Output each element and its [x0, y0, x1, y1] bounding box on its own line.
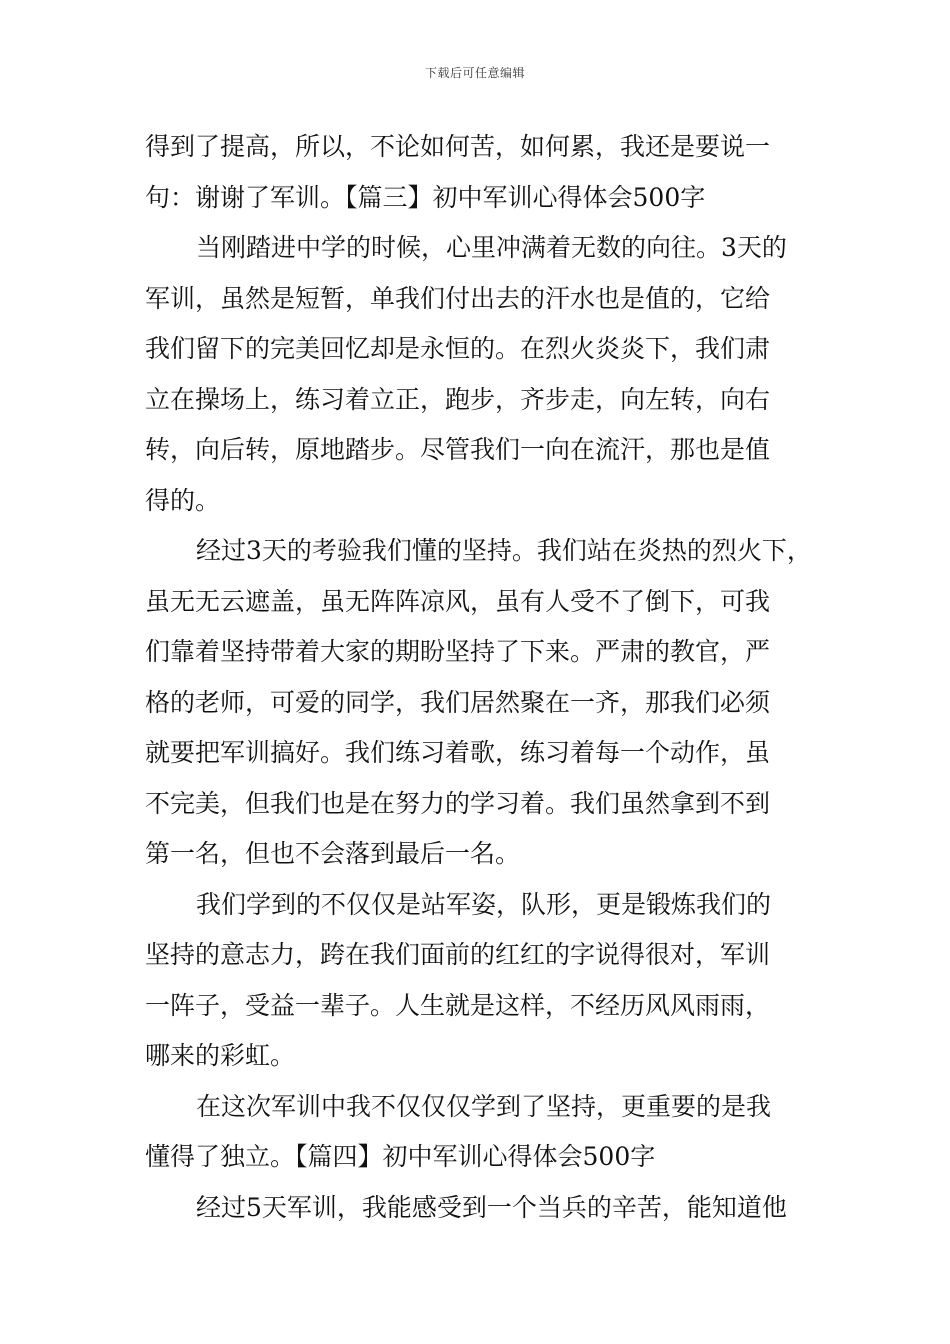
text-line: 一阵子，受益一辈子。人生就是这样，不经历风风雨雨， [145, 990, 771, 1020]
text-line: 我们学到的不仅仅是站军姿，队形，更是锻炼我们的 [196, 889, 772, 919]
text-line: 句：谢谢了军训。【篇三】初中军训心得体会500字 [145, 182, 706, 212]
text-line: 哪来的彩虹。 [145, 1041, 296, 1070]
text-line: 在这次军训中我不仅仅仅学到了坚持，更重要的是我 [196, 1091, 772, 1121]
text-line: 立在操场上，练习着立正，跑步，齐步走，向左转，向右 [145, 384, 771, 414]
text-line: 当刚踏进中学的时候，心里冲满着无数的向往。3天的 [196, 233, 787, 262]
text-line: 我们留下的完美回忆却是永恒的。在烈火炎炎下，我们肃 [145, 334, 771, 363]
text-line: 军训，虽然是短暂，单我们付出去的汗水也是值的，它给 [145, 283, 771, 313]
document-body [145, 122, 815, 1233]
page-header: 下载后可任意编辑 [424, 66, 525, 80]
text-line: 们靠着坚持带着大家的期盼坚持了下来。严肃的教官，严 [145, 637, 771, 666]
text-line: 经过3天的考验我们懂的坚持。我们站在炎热的烈火下， [196, 536, 812, 565]
text-line: 得的。 [145, 485, 221, 515]
text-line: 不完美，但我们也是在努力的学习着。我们虽然拿到不到 [145, 788, 771, 818]
text-line: 就要把军训搞好。我们练习着歌，练习着每一个动作，虽 [145, 738, 771, 767]
text-line: 坚持的意志力，跨在我们面前的红红的字说得很对，军训 [145, 940, 771, 969]
text-line: 懂得了独立。【篇四】初中军训心得体会500字 [145, 1142, 656, 1171]
text-line: 虽无无云遮盖，虽无阵阵凉风，虽有人受不了倒下，可我 [145, 586, 771, 616]
text-line: 经过5天军训，我能感受到一个当兵的辛苦，能知道他 [196, 1192, 787, 1222]
text-line: 格的老师，可爱的同学，我们居然聚在一齐，那我们必须 [145, 687, 771, 717]
text-line: 转，向后转，原地踏步。尽管我们一向在流汗，那也是值 [145, 435, 771, 464]
text-line: 第一名，但也不会落到最后一名。 [145, 839, 521, 868]
text-line: 得到了提高，所以，不论如何苦，如何累，我还是要说一 [145, 132, 771, 161]
